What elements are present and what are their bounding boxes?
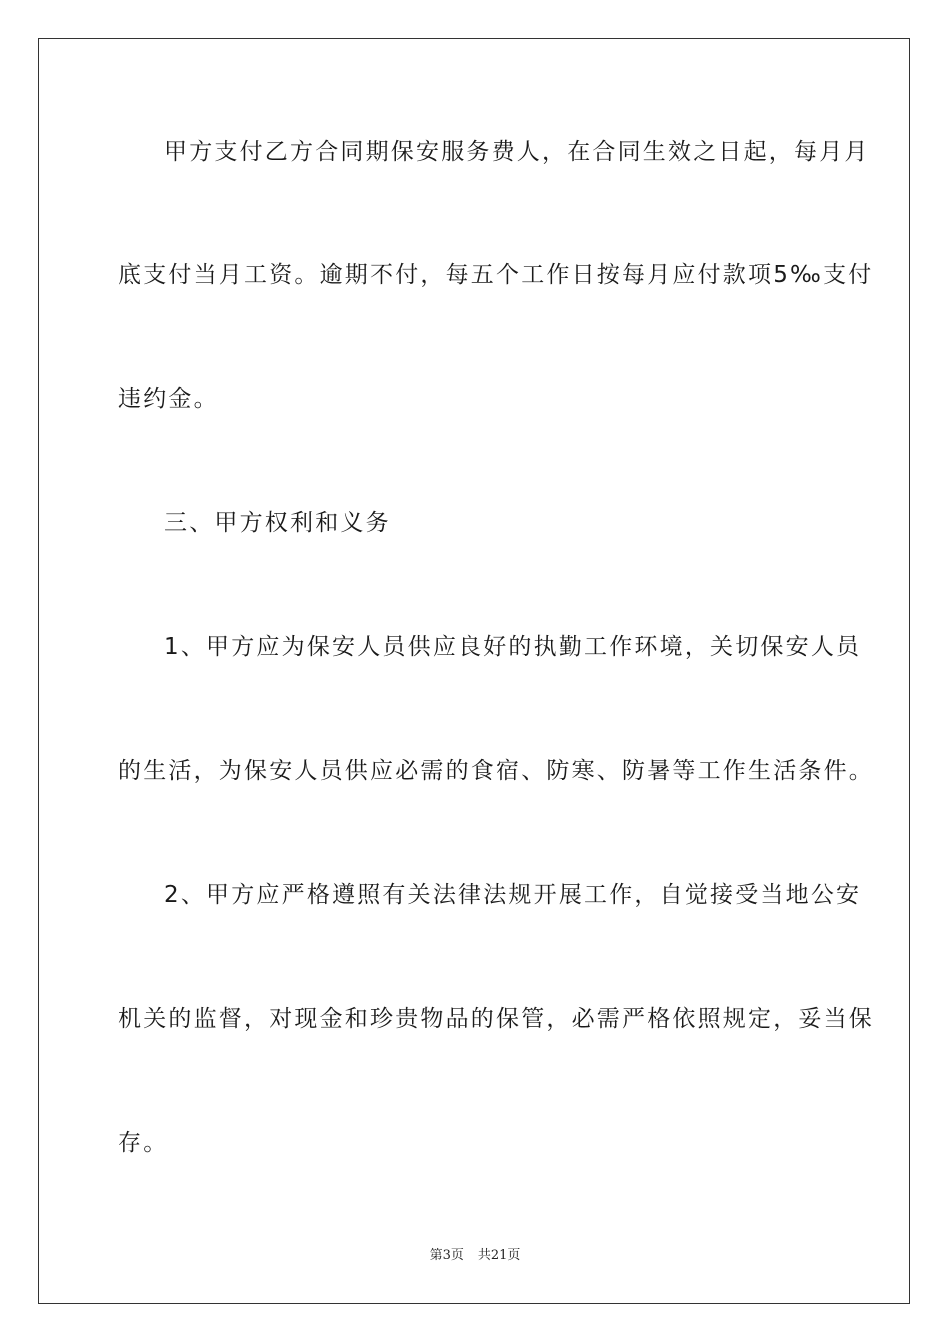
paragraph-line: 存。 — [118, 1130, 169, 1156]
paragraph-line: 违约金。 — [118, 386, 219, 412]
page-border — [38, 38, 910, 1304]
paragraph-line: 2、甲方应严格遵照有关法律法规开展工作，自觉接受当地公安 — [164, 882, 862, 908]
page-total: 共21页 — [477, 1248, 521, 1263]
section-heading: 三、甲方权利和义务 — [164, 510, 391, 536]
paragraph-line: 的生活，为保安人员供应必需的食宿、防寒、防暑等工作生活条件。 — [118, 758, 874, 784]
paragraph-line: 甲方支付乙方合同期保安服务费人，在合同生效之日起，每月月 — [164, 139, 870, 165]
paragraph-line: 机关的监督，对现金和珍贵物品的保管，必需严格依照规定，妥当保 — [118, 1006, 874, 1032]
paragraph-line: 1、甲方应为保安人员供应良好的执勤工作环境，关切保安人员 — [164, 634, 862, 660]
paragraph-line: 底支付当月工资。逾期不付，每五个工作日按每月应付款项5‰支付 — [118, 262, 874, 288]
page-number: 第3页 — [429, 1248, 464, 1263]
page-footer — [0, 1247, 950, 1265]
